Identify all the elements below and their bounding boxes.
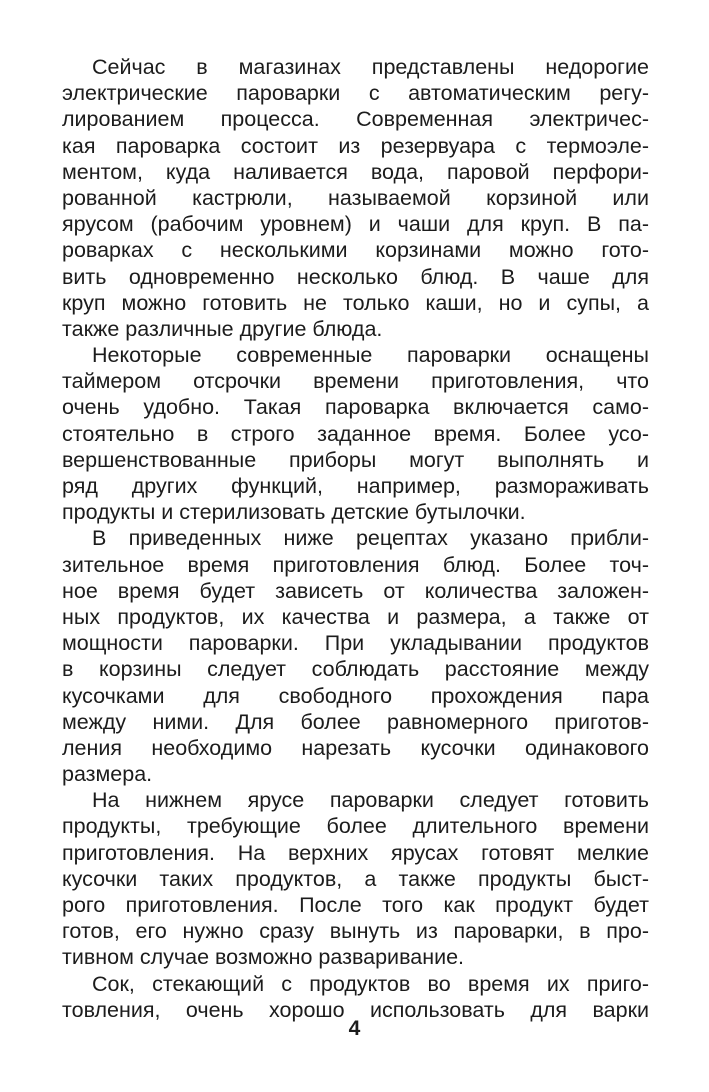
text-line: ных продуктов, их качества и размера, а также от (62, 604, 649, 629)
text-line: очень удобно. Такая пароварка включается само- (62, 395, 649, 420)
text-line: тивном случае возможно разваривание. (62, 945, 465, 970)
text-line: также различные другие блюда. (62, 316, 383, 341)
paragraph (62, 342, 649, 525)
text-line: рованной кастрюли, называемой корзиной или (62, 185, 649, 210)
text-line: между ними. Для более равномерного приготов- (62, 709, 649, 734)
text-line: круп можно готовить не только каши, но и супы, а (62, 290, 649, 315)
text-line: На нижнем ярусе пароварки следует готовить (92, 788, 649, 813)
text-line: Сейчас в магазинах представлены недорогие (92, 55, 649, 79)
text-line: товления, очень хорошо использовать для варки (62, 997, 649, 1022)
text-line: Некоторые современные пароварки оснащены (92, 343, 649, 368)
text-line: стоятельно в строго заданное время. Более усо- (62, 421, 649, 446)
text-line: в корзины следует соблюдать расстояние между (62, 657, 649, 682)
text-line: кусочки таких продуктов, а также продукты быст- (62, 866, 649, 891)
text-line: роварках с несколькими корзинами можно гото- (62, 238, 649, 263)
text-line: приготовления. На верхних ярусах готовят мелкие (62, 840, 649, 865)
text-line: продукты и стерилизовать детские бутылочки. (62, 500, 526, 525)
text-line: кая пароварка состоит из резервуара с термоэле- (62, 133, 649, 158)
text-line: готов, его нужно сразу вынуть из пароварки, в про- (62, 919, 649, 944)
text-line: Сок, стекающий с продуктов во время их приго- (92, 971, 649, 996)
text-line: размера. (62, 762, 153, 787)
text-line: ментом, куда наливается вода, паровой перфори- (62, 159, 649, 184)
paragraph (62, 525, 649, 787)
text-line: мощности пароварки. При укладывании продуктов (62, 631, 649, 656)
text-line: ряд других функций, например, размораживать (62, 474, 649, 498)
paragraph (62, 787, 649, 970)
text-line: кусочками для свободного прохождения пара (62, 683, 649, 708)
text-line: ярусом (рабочим уровнем) и чаши для круп. В па- (62, 212, 649, 237)
paragraph (62, 54, 649, 342)
text-line: электрические пароварки с автоматическим регу- (62, 81, 649, 106)
text-line: зительное время приготовления блюд. Более точ- (62, 552, 649, 577)
paragraph-container (62, 54, 649, 1023)
text-line: В приведенных ниже рецептах указано прибли- (92, 526, 649, 551)
text-line: ное время будет зависеть от количества заложен- (62, 578, 649, 603)
text-line: рого приготовления. После того как продукт будет (62, 893, 649, 917)
page-number: 4 (348, 1017, 361, 1040)
text-line: ления необходимо нарезать кусочки одинакового (62, 735, 649, 760)
text-line: таймером отсрочки времени приготовления, что (62, 369, 649, 394)
text-line: вершенствованные приборы могут выполнять и (62, 447, 649, 472)
text-line: продукты, требующие более длительного времени (62, 814, 649, 839)
book-page-text (62, 54, 649, 1023)
text-line: вить одновременно несколько блюд. В чаше для (62, 264, 649, 289)
text-line: лированием процесса. Современная электричес- (62, 107, 649, 132)
